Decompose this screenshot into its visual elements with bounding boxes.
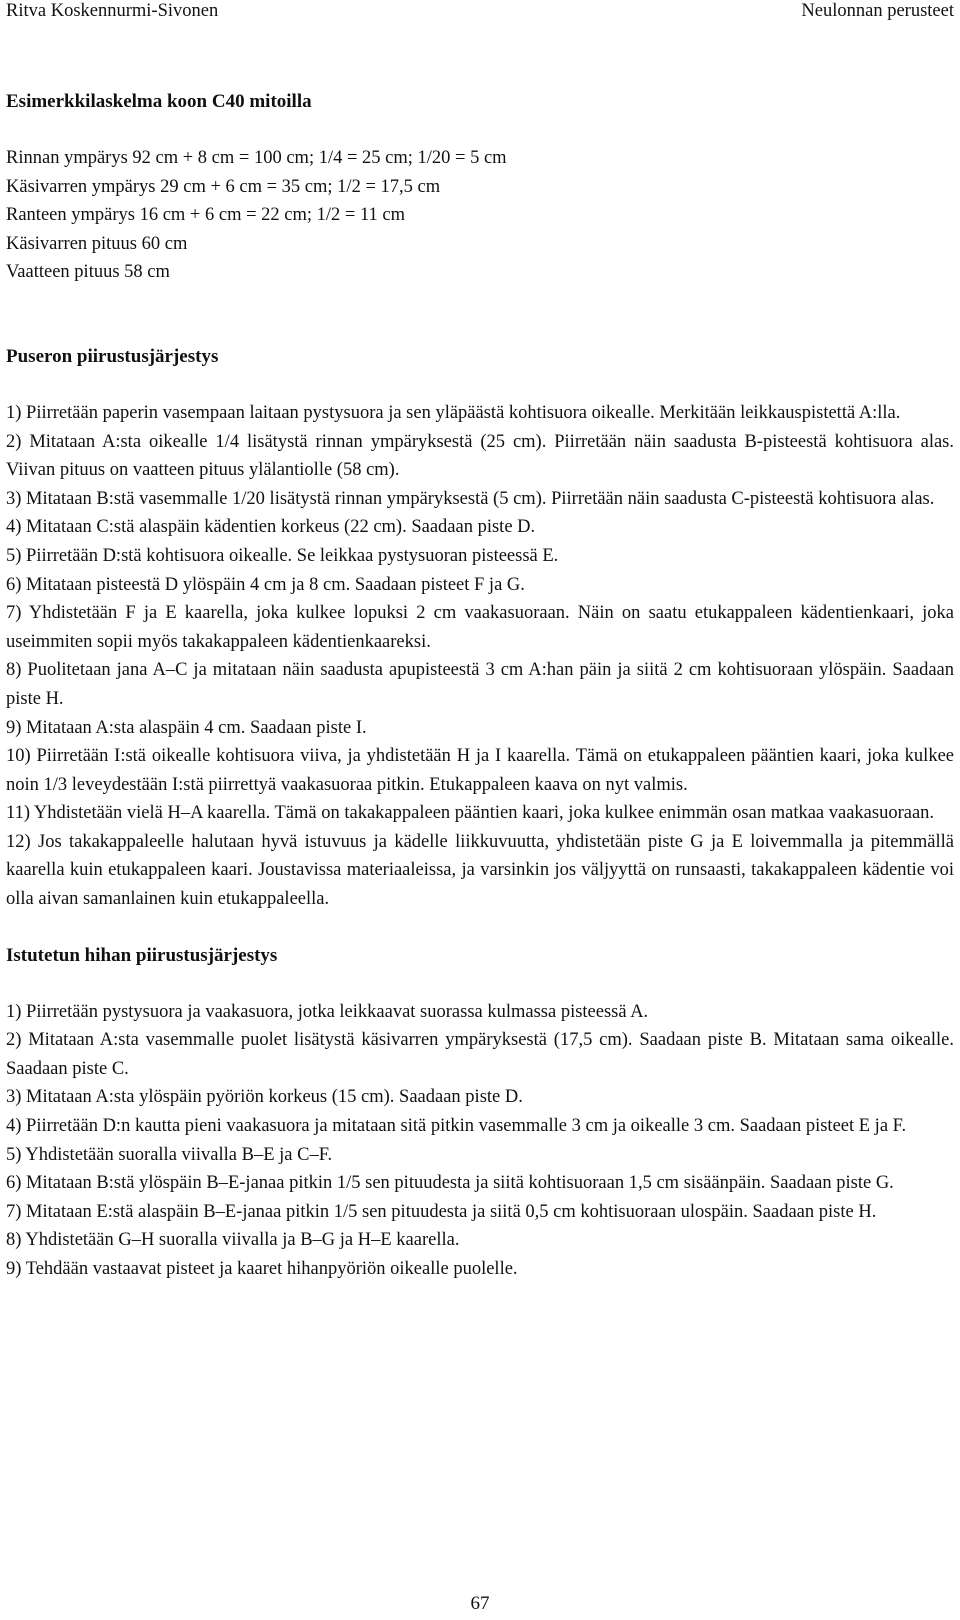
page-number: 67 — [470, 1593, 490, 1614]
sweater-step: 2) Mitataan A:sta oikealle 1/4 lisätystä rinnan ympäryksestä (25 cm). Piirretään näin saadusta B-pisteestä kohtisuora alas. Viivan pituus on vaatteen pituus ylälantiolle (58 cm). — [6, 431, 954, 481]
running-header — [0, 0, 960, 24]
sleeve-step: 4) Piirretään D:n kautta pieni vaakasuora ja mitataan sitä pitkin vasemmalle 3 cm ja oikealle 3 cm. Saadaan pisteet E ja F. — [6, 1116, 907, 1137]
example-line: Vaatteen pituus 58 cm — [6, 262, 170, 283]
header-title: Neulonnan perusteet — [801, 1, 954, 21]
sweater-step: 9) Mitataan A:sta alaspäin 4 cm. Saadaan piste I. — [6, 717, 367, 738]
example-lines — [6, 144, 954, 287]
page-content — [6, 88, 954, 1284]
sweater-step: 10) Piirretään I:stä oikealle kohtisuora viiva, ja yhdistetään H ja I kaarella. Tämä on etukappaleen pääntien kaari, joka kulkee noin 1/3 leveydestään I:stä piirrettyä vaakasuoraa pitkin. Etukappaleen kaava on nyt valmis. — [6, 746, 954, 795]
sweater-step: 5) Piirretään D:stä kohtisuora oikealle. Se leikkaa pystysuoran pisteessä E. — [6, 545, 559, 566]
sleeve-step: 2) Mitataan A:sta vasemmalle puolet lisätystä käsivarren ympäryksestä (17,5 cm). Saadaan piste B. Mitataan sama oikealle. Saadaan piste C. — [6, 1030, 954, 1079]
sleeve-step: 7) Mitataan E:stä alaspäin B–E-janaa pitkin 1/5 sen pituudesta ja siitä 0,5 cm kohtisuoraan ulospäin. Saadaan piste H. — [6, 1201, 877, 1222]
example-line: Rinnan ympärys 92 cm + 8 cm = 100 cm; 1/4 = 25 cm; 1/20 = 5 cm — [6, 148, 507, 168]
sweater-steps — [6, 399, 954, 914]
sleeve-step: 8) Yhdistetään G–H suoralla viivalla ja B–G ja H–E kaarella. — [6, 1230, 460, 1251]
sweater-step: 1) Piirretään paperin vasempaan laitaan pystysuora ja sen yläpäästä kohtisuora oikealle. Merkitään leikkauspistettä A:lla. — [6, 402, 901, 423]
sweater-step: 11) Yhdistetään vielä H–A kaarella. Tämä on takakappaleen pääntien kaari, joka kulkee enimmän osan matkaa vaakasuoraan. — [6, 803, 935, 824]
sleeve-step: 6) Mitataan B:stä ylöspäin B–E-janaa pitkin 1/5 sen pituudesta ja siitä kohtisuoraan 1,5 cm sisäänpäin. Saadaan piste G. — [6, 1173, 894, 1194]
example-line: Ranteen ympärys 16 cm + 6 cm = 22 cm; 1/2 = 11 cm — [6, 205, 405, 226]
sleeve-steps — [6, 998, 954, 1284]
sweater-step: 12) Jos takakappaleelle halutaan hyvä istuvuus ja kädelle liikkuvuutta, yhdistetään piste G ja E loivemmalla ja pitemmällä kaarella kuin etukappaleen kaari. Joustavissa materiaaleissa, ja varsinkin jos väljyyttä on runsaasti, takakappaleen kädentie voi olla aivan samanlainen kuin etukappaleella. — [6, 831, 954, 910]
sweater-step: 8) Puolitetaan jana A–C ja mitataan näin saadusta apupisteestä 3 cm A:han päin ja siitä 2 cm kohtisuoraan ylöspäin. Saadaan piste H. — [6, 660, 954, 709]
header-author: Ritva Koskennurmi-Sivonen — [6, 1, 219, 21]
sweater-step: 7) Yhdistetään F ja E kaarella, joka kulkee lopuksi 2 cm vaakasuoraan. Näin on saatu etukappaleen kädentienkaari, joka useimmiten sopii myös takakappaleen kädentienkaareksi. — [6, 603, 954, 652]
sleeve-step: 1) Piirretään pystysuora ja vaakasuora, jotka leikkaavat suorassa kulmassa pisteessä A. — [6, 1001, 649, 1022]
sleeve-step: 9) Tehdään vastaavat pisteet ja kaaret hihanpyöriön oikealle puolelle. — [6, 1259, 518, 1279]
example-line: Käsivarren ympärys 29 cm + 6 cm = 35 cm; 1/2 = 17,5 cm — [6, 176, 441, 197]
sweater-heading: Puseron piirustusjärjestys — [6, 345, 219, 367]
sweater-step: 6) Mitataan pisteestä D ylöspäin 4 cm ja 8 cm. Saadaan pisteet F ja G. — [6, 574, 525, 595]
sleeve-step: 3) Mitataan A:sta ylöspäin pyöriön korkeus (15 cm). Saadaan piste D. — [6, 1087, 523, 1108]
sleeve-step: 5) Yhdistetään suoralla viivalla B–E ja C–F. — [6, 1144, 333, 1165]
sweater-step: 4) Mitataan C:stä alaspäin kädentien korkeus (22 cm). Saadaan piste D. — [6, 517, 536, 538]
example-line: Käsivarren pituus 60 cm — [6, 233, 188, 254]
sweater-step: 3) Mitataan B:stä vasemmalle 1/20 lisätystä rinnan ympäryksestä (5 cm). Piirretään näin saadusta C-pisteestä kohtisuora alas. — [6, 488, 935, 509]
sleeve-heading: Istutetun hihan piirustusjärjestys — [6, 944, 278, 966]
example-heading: Esimerkkilaskelma koon C40 mitoilla — [6, 91, 312, 112]
